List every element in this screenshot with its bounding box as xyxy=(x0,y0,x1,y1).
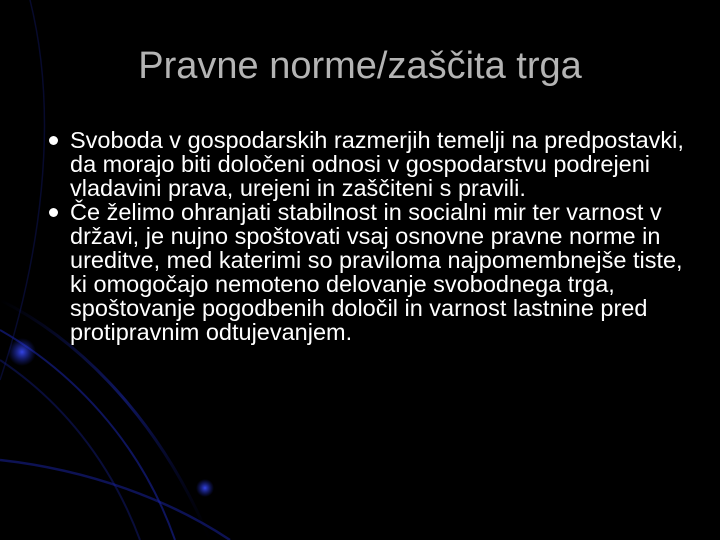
bullet-item xyxy=(48,128,688,200)
glow-orb-small xyxy=(196,479,214,497)
bullet-text: Svoboda v gospodarskih razmerjih temelji na predpostavki, da morajo biti določeni odnosi v gospodarstvu podrejeni vladavini prava, urejeni in zaščiteni s pravili. xyxy=(70,127,684,201)
bullet-text: Če želimo ohranjati stabilnost in socialni mir ter varnost v državi, je nujno spoštovati vsaj osnovne pravne norme in ureditve, med katerimi so praviloma najpomembnejše tiste, ki omogočajo nemoteno delovanje svobodnega trga, spoštovanje pogodbenih določil in varnost lastnine pred protipravnim odtujevanjem. xyxy=(70,199,683,345)
slide-title: Pravne norme/zaščita trga xyxy=(138,45,582,87)
bullet-dot-icon xyxy=(49,208,58,217)
swoosh-curve-5 xyxy=(0,460,230,540)
bullet-dot-icon xyxy=(49,136,58,145)
swoosh-curve-3 xyxy=(0,360,140,540)
bullet-item xyxy=(48,200,688,344)
bullet-list xyxy=(48,128,688,344)
glow-orb xyxy=(8,338,36,366)
